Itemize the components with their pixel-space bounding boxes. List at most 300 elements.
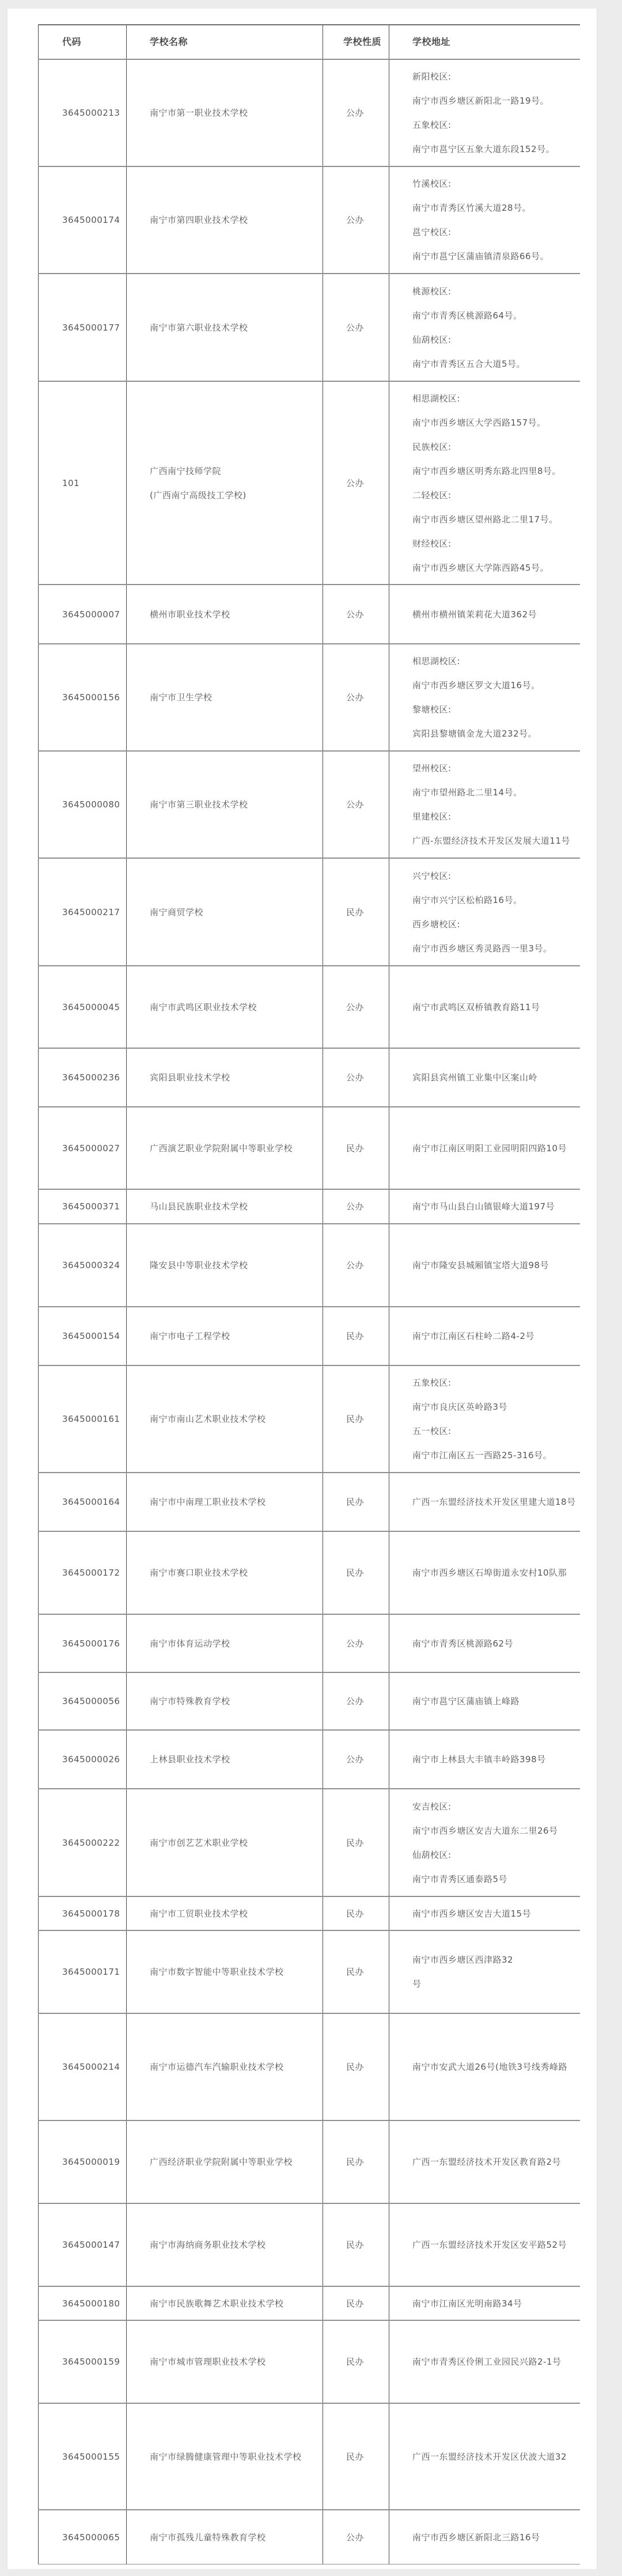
school-type-line: 公办 [346, 1696, 365, 1706]
school-address-line: 望州校区: [412, 763, 452, 773]
school-address [389, 1931, 580, 2013]
school-type-line: 公办 [346, 1072, 365, 1083]
school-type-line: 民办 [346, 1908, 365, 1919]
school-name-line: 南宁市体育运动学校 [150, 1638, 230, 1649]
school-address [389, 1532, 580, 1614]
table-row [38, 644, 580, 752]
school-address-line: 南宁市西乡塘区望州路北二里17号。 [412, 514, 558, 525]
school-code [38, 1190, 127, 1223]
school-name [127, 644, 323, 750]
school-type [323, 1307, 389, 1365]
school-name [127, 585, 323, 643]
table-row [38, 1366, 580, 1473]
school-address-line: 南宁市邕宁区蒲庙镇清泉路66号。 [412, 251, 549, 261]
table-row [38, 1897, 580, 1931]
school-address-line: 南宁市西乡塘区大学西路157号。 [412, 417, 546, 428]
school-address [389, 2404, 580, 2509]
school-type [323, 1789, 389, 1896]
table-row [38, 1673, 580, 1731]
school-code [38, 1224, 127, 1306]
school-address-line: 南宁市望州路北二里14号。 [412, 787, 522, 798]
school-name [127, 1615, 323, 1672]
header-type [323, 25, 389, 59]
table-row [38, 1473, 580, 1532]
school-address-line: 南宁市邕宁区蒲庙镇上峰路 [412, 1696, 520, 1706]
school-name-line: 南宁市第三职业技术学校 [150, 799, 248, 810]
school-address-line: 仙葫校区: [412, 334, 452, 345]
school-name-line: 南宁市第一职业技术学校 [150, 108, 248, 118]
school-name-line: 隆安县中等职业技术学校 [150, 1260, 248, 1270]
school-code-line: 3645000180 [62, 2298, 120, 2309]
school-type-line: 公办 [346, 1001, 365, 1012]
table-row [38, 2121, 580, 2204]
school-address [389, 2014, 580, 2120]
school-address [389, 1190, 580, 1223]
school-type-line: 民办 [346, 1414, 365, 1424]
school-code [38, 1615, 127, 1672]
school-address [389, 274, 580, 381]
school-code-line: 3645000236 [62, 1072, 120, 1083]
school-type-line: 民办 [346, 2357, 365, 2367]
school-code [38, 2204, 127, 2286]
school-address-line: 南宁市西乡塘区石埠街道永安村10队那 [412, 1568, 567, 1578]
school-name-line: (广西南宁高级技工学校) [150, 490, 246, 500]
school-address [389, 585, 580, 643]
school-name-line: 南宁市电子工程学校 [150, 1331, 230, 1341]
school-type-line: 民办 [346, 2298, 365, 2309]
school-code [38, 1473, 127, 1531]
school-address-line: 五一校区: [412, 1426, 452, 1436]
school-name-line: 南宁市特殊教育学校 [150, 1696, 230, 1706]
school-address [389, 1307, 580, 1365]
school-name-line: 广西南宁技师学院 [150, 465, 222, 476]
school-type-line: 民办 [346, 1331, 365, 1341]
school-address-line: 财经校区: [412, 538, 452, 549]
school-type [323, 644, 389, 750]
school-name-line: 南宁市南山艺术职业技术学校 [150, 1414, 266, 1424]
header-address [389, 25, 580, 59]
school-address-line: 横州市横州镇茉莉花大道362号 [412, 609, 537, 620]
school-type-line: 公办 [346, 215, 365, 225]
school-type-line: 公办 [346, 1201, 365, 1212]
school-address-line: 南宁市西乡塘区安吉大道15号 [412, 1908, 532, 1919]
school-address-line: 南宁市西乡塘区新阳北一路19号。 [412, 96, 549, 106]
school-address [389, 1615, 580, 1672]
school-name-line: 宾阳县职业技术学校 [150, 1072, 230, 1083]
school-type-line: 民办 [346, 1497, 365, 1507]
school-address-line: 南宁市安武大道26号(地铁3号线秀峰路 [412, 2062, 567, 2072]
table-row [38, 1532, 580, 1615]
school-type [323, 2321, 389, 2403]
school-address [389, 2204, 580, 2286]
school-name [127, 1673, 323, 1729]
school-name [127, 2510, 323, 2564]
header-name [127, 25, 323, 59]
school-type-line: 民办 [346, 1568, 365, 1578]
school-code [38, 1307, 127, 1365]
school-address-line: 南宁市良庆区英岭路3号 [412, 1402, 508, 1412]
school-type-line: 公办 [346, 108, 365, 118]
school-address-line: 相思湖校区: [412, 393, 461, 404]
school-address-line: 南宁市青秀区五合大道5号。 [412, 358, 526, 369]
school-address-line: 五象校区: [412, 1378, 452, 1388]
school-code [38, 644, 127, 750]
school-address [389, 1731, 580, 1788]
school-name [127, 60, 323, 166]
school-name-line: 南宁市第四职业技术学校 [150, 215, 248, 225]
school-address-line: 南宁市江南区石柱岭二路4-2号 [412, 1331, 535, 1341]
school-type-line: 民办 [346, 1837, 365, 1848]
school-address-line: 相思湖校区: [412, 656, 461, 666]
school-address-line: 南宁市西乡塘区安吉大道东二里26号 [412, 1825, 558, 1836]
school-code-line: 3645000214 [62, 2062, 120, 2072]
school-address-line: 南宁市江南区五一西路25-316号。 [412, 1450, 552, 1460]
school-type-line: 公办 [346, 477, 365, 488]
table-row [38, 2321, 580, 2404]
school-name [127, 2204, 323, 2286]
school-name [127, 2121, 323, 2203]
school-code [38, 1049, 127, 1106]
header-code-line: 代码 [62, 36, 82, 47]
school-address-line: 民族校区: [412, 441, 452, 452]
school-code-line: 3645000147 [62, 2240, 120, 2250]
school-address-line: 南宁市青秀区通泰路5号 [412, 1873, 508, 1884]
table-row [38, 2510, 580, 2564]
school-address [389, 2121, 580, 2203]
table-row [38, 382, 580, 585]
school-address-line: 广西一东盟经济技术开发区伏波大道32 [412, 2451, 567, 2462]
school-type-line: 公办 [346, 322, 365, 333]
school-name-line: 上林县职业技术学校 [150, 1754, 230, 1765]
school-address [389, 1107, 580, 1189]
schools-table [38, 24, 580, 2564]
school-type [323, 2287, 389, 2320]
school-name-line: 南宁市中南理工职业技术学校 [150, 1497, 266, 1507]
school-address-line: 五象校区: [412, 120, 452, 130]
school-name-line: 南宁市赛口职业技术学校 [150, 1568, 248, 1578]
school-code-line: 3645000324 [62, 1260, 120, 1270]
school-code [38, 1107, 127, 1189]
school-type-line: 公办 [346, 1754, 365, 1765]
school-address-line: 南宁市西乡塘区罗文大道16号。 [412, 680, 540, 691]
school-name-line: 广西经济职业学院附属中等职业学校 [150, 2157, 293, 2167]
school-code [38, 1931, 127, 2013]
school-address [389, 966, 580, 1048]
school-name [127, 966, 323, 1048]
school-address-line: 南宁市西乡塘区大学陈西路45号。 [412, 562, 549, 573]
school-code-line: 3645000172 [62, 1568, 120, 1578]
school-address-line: 宾阳县黎塘镇金龙大道232号。 [412, 729, 537, 739]
school-code-line: 3645000222 [62, 1837, 120, 1848]
school-type [323, 60, 389, 166]
school-address-line: 仙葫校区: [412, 1849, 452, 1860]
school-type [323, 2121, 389, 2203]
school-address-line: 广西一东盟经济技术开发区里建大道18号 [412, 1497, 576, 1507]
school-address [389, 644, 580, 750]
school-name [127, 1107, 323, 1189]
school-address-line: 南宁市西乡塘区西津路32 [412, 1955, 514, 1965]
school-code-line: 3645000159 [62, 2357, 120, 2367]
school-type [323, 167, 389, 273]
school-type [323, 1897, 389, 1930]
school-code [38, 167, 127, 273]
school-address-line: 邕宁校区: [412, 227, 452, 237]
table-row [38, 1931, 580, 2014]
school-code [38, 2510, 127, 2564]
school-type [323, 2204, 389, 2286]
school-address-line: 广西一东盟经济技术开发区教育路2号 [412, 2157, 562, 2167]
school-address-line: 新阳校区: [412, 71, 452, 82]
content-panel [7, 9, 597, 2569]
school-code [38, 1366, 127, 1472]
table-row [38, 167, 580, 274]
table-row [38, 2287, 580, 2321]
school-code-line: 3645000176 [62, 1638, 120, 1649]
school-name [127, 1532, 323, 1614]
school-type [323, 382, 389, 584]
school-code-line: 3645000155 [62, 2451, 120, 2462]
school-code [38, 2404, 127, 2509]
school-address-line: 二轻校区: [412, 490, 452, 500]
school-code-line: 3645000177 [62, 322, 120, 333]
school-type [323, 752, 389, 858]
school-address-line: 南宁市武鸣区双桥镇教育路11号 [412, 1001, 540, 1012]
school-name [127, 1366, 323, 1472]
school-code [38, 2321, 127, 2403]
school-address-line: 南宁市青秀区桃源路64号。 [412, 310, 522, 321]
school-code [38, 274, 127, 381]
school-name-line: 马山县民族职业技术学校 [150, 1201, 248, 1212]
table-row [38, 1107, 580, 1190]
school-address-line: 南宁市西乡塘区明秀东路北四里8号。 [412, 465, 562, 476]
school-code-line: 3645000217 [62, 906, 120, 917]
school-type-line: 民办 [346, 2240, 365, 2250]
school-type [323, 1532, 389, 1614]
table-row [38, 2014, 580, 2121]
school-address-line: 南宁市西乡塘区新阳北三路16号 [412, 2532, 540, 2543]
school-code-line: 3645000154 [62, 1331, 120, 1341]
school-type-line: 民办 [346, 1967, 365, 1977]
school-type [323, 1615, 389, 1672]
school-name-line: 南宁市孤残儿童特殊教育学校 [150, 2532, 266, 2543]
school-name [127, 752, 323, 858]
school-type [323, 274, 389, 381]
school-name-line: 南宁市工贸职业技术学校 [150, 1908, 248, 1919]
school-address-line: 西乡塘校区: [412, 919, 461, 930]
school-address-line: 里建校区: [412, 811, 452, 822]
table-row [38, 752, 580, 859]
school-address-line: 南宁市马山县白山镇银峰大道197号 [412, 1201, 555, 1212]
school-address [389, 1673, 580, 1729]
school-type-line: 民办 [346, 1143, 365, 1154]
school-code-line: 3645000007 [62, 609, 120, 620]
school-code-line: 3645000080 [62, 799, 120, 810]
school-address-line: 宾阳县宾州镇工业集中区案山岭 [412, 1072, 538, 1083]
table-row [38, 60, 580, 167]
school-type [323, 1107, 389, 1189]
school-address [389, 1473, 580, 1531]
school-address [389, 1049, 580, 1106]
school-name-line: 南宁市民族歌舞艺术职业技术学校 [150, 2298, 284, 2309]
school-address-line: 南宁市上林县大丰镇丰岭路398号 [412, 1754, 546, 1765]
school-address-line: 广西一东盟经济技术开发区安平路52号 [412, 2240, 567, 2250]
school-code-line: 3645000027 [62, 1143, 120, 1154]
school-address-line: 安吉校区: [412, 1801, 452, 1812]
school-address-line: 竹溪校区: [412, 179, 452, 189]
header-type-line: 学校性质 [343, 36, 382, 47]
school-name-line: 南宁市数字智能中等职业技术学校 [150, 1967, 284, 1977]
school-name-line: 横州市职业技术学校 [150, 609, 230, 620]
school-name [127, 859, 323, 965]
school-address-line: 南宁市青秀区伶俐工业园民兴路2-1号 [412, 2357, 562, 2367]
school-address-line: 兴宁校区: [412, 870, 452, 881]
school-address-line: 南宁市西乡塘区秀灵路西一里3号。 [412, 943, 552, 954]
school-address-line: 黎塘校区: [412, 704, 452, 715]
school-type-line: 民办 [346, 906, 365, 917]
school-type-line: 公办 [346, 1638, 365, 1649]
school-name [127, 1224, 323, 1306]
school-type-line: 公办 [346, 692, 365, 703]
school-name-line: 广西演艺职业学院附属中等职业学校 [150, 1143, 293, 1154]
school-name [127, 1190, 323, 1223]
school-code-line: 3645000065 [62, 2532, 120, 2543]
school-name-line: 南宁市绿腾健康管理中等职业技术学校 [150, 2451, 302, 2462]
school-name [127, 2321, 323, 2403]
table-row [38, 274, 580, 382]
table-row [38, 1224, 580, 1307]
header-code [38, 25, 127, 59]
school-code [38, 1731, 127, 1788]
school-type-line: 公办 [346, 2532, 365, 2543]
school-name [127, 1931, 323, 2013]
school-code-line: 3645000371 [62, 1201, 120, 1212]
school-name [127, 1897, 323, 1930]
school-type-line: 公办 [346, 799, 365, 810]
school-address [389, 859, 580, 965]
school-address [389, 752, 580, 858]
school-type [323, 1731, 389, 1788]
school-address [389, 60, 580, 166]
school-name [127, 1731, 323, 1788]
school-code [38, 1897, 127, 1930]
school-address [389, 2510, 580, 2564]
school-code-line: 3645000045 [62, 1001, 120, 1012]
school-address [389, 2321, 580, 2403]
school-type [323, 966, 389, 1048]
table-row [38, 585, 580, 644]
school-code [38, 2287, 127, 2320]
school-type-line: 公办 [346, 609, 365, 620]
school-code [38, 1789, 127, 1896]
school-type [323, 1190, 389, 1223]
school-name [127, 1049, 323, 1106]
school-name-line: 南宁市第六职业技术学校 [150, 322, 248, 333]
school-type [323, 1473, 389, 1531]
school-name [127, 167, 323, 273]
school-address [389, 1897, 580, 1930]
school-address [389, 167, 580, 273]
school-type [323, 2404, 389, 2509]
school-code-line: 3645000156 [62, 692, 120, 703]
table-row [38, 1049, 580, 1107]
school-type [323, 859, 389, 965]
school-code [38, 2121, 127, 2203]
school-name [127, 1307, 323, 1365]
school-name [127, 2287, 323, 2320]
school-code [38, 2014, 127, 2120]
school-type-line: 公办 [346, 1260, 365, 1270]
school-address-line: 号 [412, 1979, 422, 1989]
school-name-line: 南宁市运德汽车汽输职业技术学校 [150, 2062, 284, 2072]
school-name-line: 南宁市创艺艺术职业学校 [150, 1837, 248, 1848]
school-type-line: 民办 [346, 2157, 365, 2167]
school-code-line: 3645000056 [62, 1696, 120, 1706]
school-code-line: 3645000213 [62, 108, 120, 118]
table-row [38, 1731, 580, 1789]
school-type [323, 1673, 389, 1729]
school-address [389, 1224, 580, 1306]
school-code-line: 101 [62, 477, 80, 488]
school-address [389, 1366, 580, 1472]
school-code-line: 3645000019 [62, 2157, 120, 2167]
school-address-line: 南宁市邕宁区五象大道东段152号。 [412, 144, 555, 154]
table-row [38, 2204, 580, 2287]
school-type [323, 1049, 389, 1106]
school-name [127, 2014, 323, 2120]
school-code-line: 3645000174 [62, 215, 120, 225]
school-address-line: 南宁市江南区明阳工业园明阳四路10号 [412, 1143, 567, 1154]
school-code-line: 3645000026 [62, 1754, 120, 1765]
header-address-line: 学校地址 [412, 36, 451, 47]
school-name [127, 382, 323, 584]
school-name [127, 274, 323, 381]
school-address [389, 382, 580, 584]
school-code-line: 3645000178 [62, 1908, 120, 1919]
table-row [38, 1789, 580, 1897]
school-address [389, 1789, 580, 1896]
school-address-line: 桃源校区: [412, 286, 452, 297]
school-code [38, 382, 127, 584]
school-type [323, 2014, 389, 2120]
table-header-row [38, 24, 580, 60]
school-name-line: 南宁市武鸣区职业技术学校 [150, 1001, 257, 1012]
school-type-line: 民办 [346, 2062, 365, 2072]
school-type [323, 585, 389, 643]
school-code [38, 966, 127, 1048]
table-row [38, 1190, 580, 1224]
school-address-line: 南宁市青秀区竹溪大道28号。 [412, 203, 532, 213]
school-type [323, 1931, 389, 2013]
school-name-line: 南宁市城市管理职业技术学校 [150, 2357, 266, 2367]
school-name-line: 南宁商贸学校 [150, 906, 204, 917]
school-name [127, 2404, 323, 2509]
table-row [38, 859, 580, 966]
school-code [38, 60, 127, 166]
school-address-line: 南宁市江南区光明南路34号 [412, 2298, 522, 2309]
school-type [323, 1224, 389, 1306]
school-code-line: 3645000171 [62, 1967, 120, 1977]
school-name-line: 南宁市海纳商务职业技术学校 [150, 2240, 266, 2250]
school-address [389, 2287, 580, 2320]
table-row [38, 2404, 580, 2510]
school-type [323, 2510, 389, 2564]
school-name [127, 1473, 323, 1531]
school-name-line: 南宁市卫生学校 [150, 692, 213, 703]
school-code [38, 752, 127, 858]
table-row [38, 1615, 580, 1673]
school-address-line: 广西-东盟经济技术开发区发展大道11号 [412, 836, 571, 846]
school-address-line: 南宁市隆安县城厢镇宝塔大道98号 [412, 1260, 549, 1270]
